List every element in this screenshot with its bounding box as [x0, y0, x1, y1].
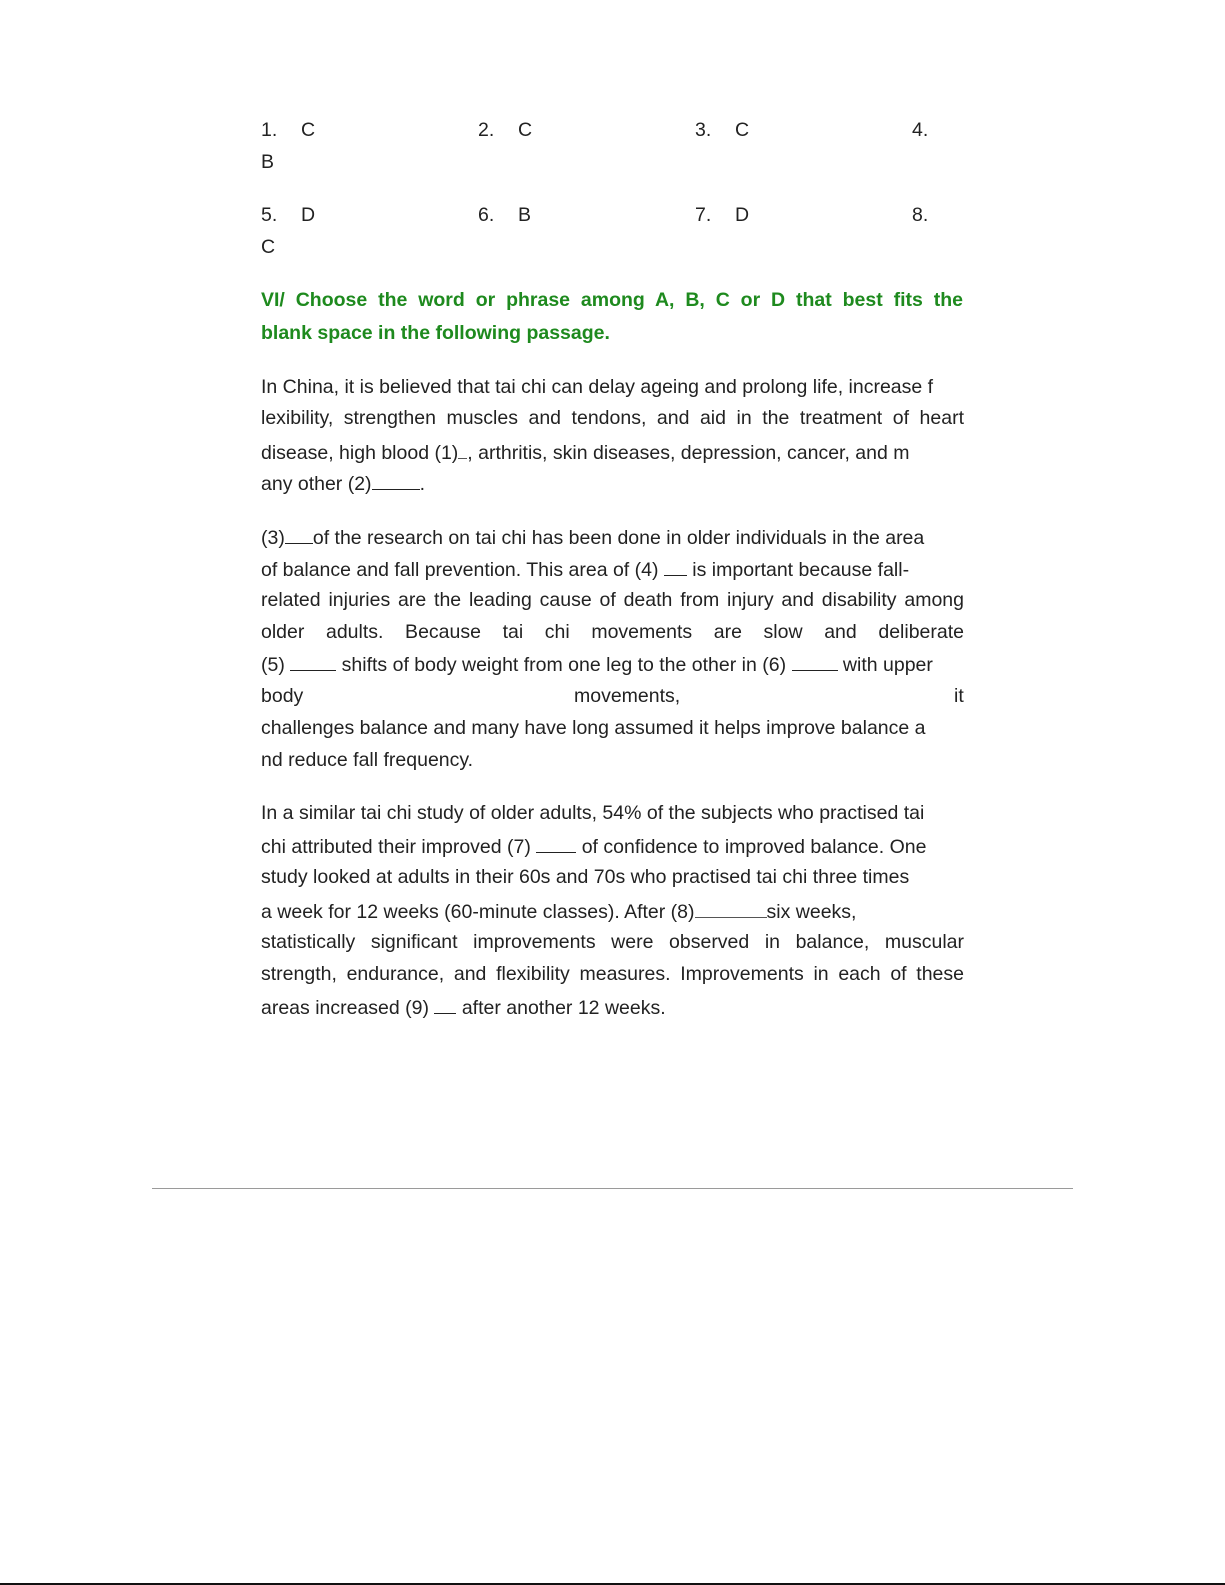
blank-5[interactable]	[290, 652, 336, 671]
passage-word: body	[261, 685, 304, 707]
answer-number: 3.	[695, 119, 712, 141]
passage-word: movements,	[574, 685, 681, 707]
passage-line	[261, 525, 964, 549]
passage-line: nd reduce fall frequency.	[261, 749, 474, 771]
passage-line: strength, endurance, and flexibility measures. Improvements in each of these	[261, 963, 964, 985]
passage-line	[261, 834, 964, 858]
blank-9[interactable]	[434, 995, 456, 1014]
answer-number: 1.	[261, 119, 278, 141]
passage-text: after another 12 weeks.	[456, 997, 666, 1019]
answer-number: 7.	[695, 204, 712, 226]
blank-8[interactable]	[695, 899, 767, 918]
blank-1[interactable]	[458, 440, 467, 459]
passage-line: study looked at adults in their 60s and 70s who practised tai chi three times	[261, 866, 910, 888]
answer-number: 2.	[478, 119, 495, 141]
passage-text: any other (2)	[261, 473, 372, 495]
passage-line: challenges balance and many have long assumed it helps improve balance a	[261, 717, 926, 739]
blank-3[interactable]	[285, 525, 313, 544]
answer-number: 5.	[261, 204, 278, 226]
blank-6[interactable]	[792, 652, 838, 671]
passage-text: , arthritis, skin diseases, depression, cancer, and m	[467, 442, 910, 464]
answer-number: 8.	[912, 204, 929, 226]
answer-letter: C	[518, 119, 533, 141]
passage-line	[261, 995, 964, 1019]
passage-line	[261, 471, 964, 495]
passage-text: areas increased (9)	[261, 997, 435, 1019]
passage-text: of confidence to improved balance. One	[576, 836, 927, 858]
answer-letter: C	[301, 119, 316, 141]
passage-line: statistically significant improvements were observed in balance, muscular	[261, 931, 964, 953]
answer-letter: D	[735, 204, 750, 226]
passage-text: .	[419, 473, 425, 495]
passage-line	[261, 899, 964, 923]
passage-line: In a similar tai chi study of older adults, 54% of the subjects who practised tai	[261, 802, 925, 824]
passage-text: (3)	[261, 527, 285, 549]
answer-letter: D	[301, 204, 316, 226]
passage-line	[261, 440, 964, 464]
passage-text: of balance and fall prevention. This area of (4)	[261, 559, 664, 581]
passage-text: chi attributed their improved (7)	[261, 836, 537, 858]
answer-letter: C	[261, 236, 276, 258]
answer-letter: C	[735, 119, 750, 141]
answer-number: 4.	[912, 119, 929, 141]
passage-word: it	[954, 685, 964, 707]
blank-2[interactable]	[372, 471, 420, 490]
passage-line: older adults. Because tai chi movements are slow and deliberate	[261, 621, 964, 643]
passage-text: a week for 12 weeks (60-minute classes). After (8)	[261, 901, 695, 923]
passage-line	[261, 652, 964, 676]
passage-text: with upper	[837, 654, 933, 676]
passage-text: is important because fall-	[686, 559, 910, 581]
passage-text: of the research on tai chi has been done in older individuals in the area	[312, 527, 925, 549]
passage-line: related injuries are the leading cause of death from injury and disability among	[261, 589, 964, 611]
passage-line: lexibility, strengthen muscles and tendons, and aid in the treatment of heart	[261, 407, 964, 429]
answer-letter: B	[261, 151, 275, 173]
passage-text: disease, high blood (1)	[261, 442, 459, 464]
blank-7[interactable]	[536, 834, 576, 853]
passage-line: In China, it is believed that tai chi can delay ageing and prolong life, increase f	[261, 376, 934, 398]
section-heading-continued: blank space in the following passage.	[261, 322, 610, 344]
answer-letter: B	[518, 204, 532, 226]
section-heading: VI/ Choose the word or phrase among A, B, C or D that best fits the	[261, 289, 963, 311]
passage-text: (5)	[261, 654, 291, 676]
blank-4[interactable]	[664, 557, 687, 576]
passage-text: shifts of body weight from one leg to the other in (6)	[336, 654, 792, 676]
passage-text: six weeks,	[766, 901, 857, 923]
passage-line	[261, 557, 964, 581]
page-divider	[152, 1188, 1073, 1189]
answer-number: 6.	[478, 204, 495, 226]
